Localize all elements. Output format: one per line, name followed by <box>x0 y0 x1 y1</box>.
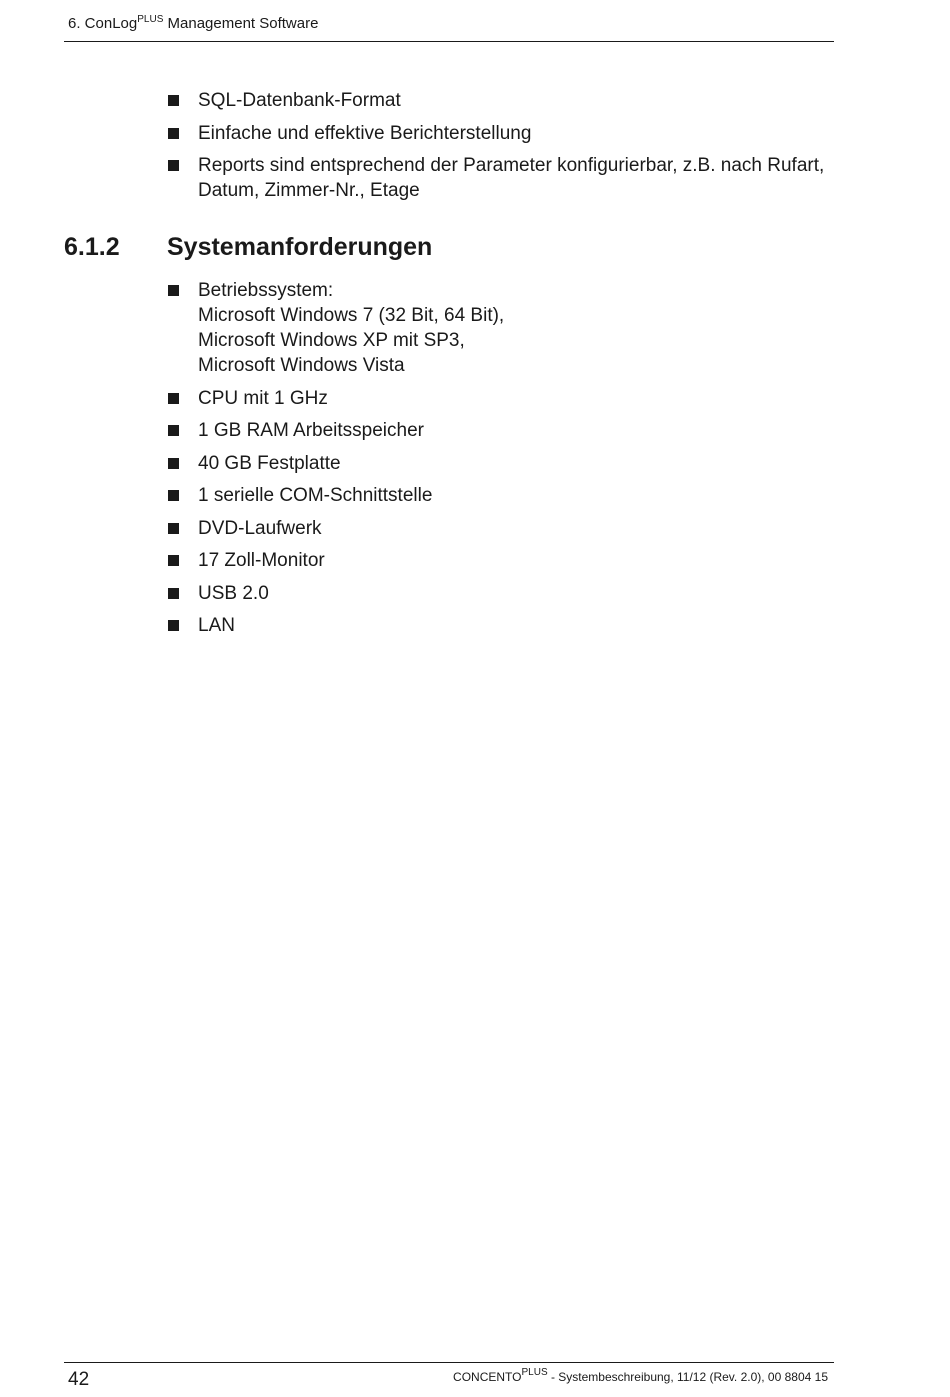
list-item-text: 40 GB Festplatte <box>198 452 341 474</box>
page-number: 42 <box>68 1369 90 1390</box>
square-bullet-icon <box>168 490 179 501</box>
list-item <box>168 516 848 541</box>
requirements-list <box>168 278 848 646</box>
square-bullet-icon <box>168 620 179 631</box>
list-item <box>168 278 848 378</box>
section-number: 6.1.2 <box>64 233 120 261</box>
list-item <box>168 613 848 638</box>
list-item-text: DVD-Laufwerk <box>198 517 322 539</box>
list-item-text: Microsoft Windows 7 (32 Bit, 64 Bit), <box>198 305 505 326</box>
list-item <box>168 153 848 203</box>
list-item <box>168 386 848 411</box>
running-footer <box>453 1368 828 1388</box>
list-item-text: CPU mit 1 GHz <box>198 387 328 409</box>
list-item-text: USB 2.0 <box>198 582 269 604</box>
square-bullet-icon <box>168 458 179 469</box>
square-bullet-icon <box>168 393 179 404</box>
list-item <box>168 451 848 476</box>
list-item-text: Reports sind entsprechend der Parameter konfigurierbar, z.B. nach Rufart, <box>198 155 825 176</box>
list-item <box>168 418 848 443</box>
list-item-text: Microsoft Windows Vista <box>198 355 405 376</box>
list-item-text: LAN <box>198 615 235 636</box>
list-item <box>168 548 848 573</box>
footer-rule <box>64 1362 834 1363</box>
square-bullet-icon <box>168 523 179 534</box>
square-bullet-icon <box>168 285 179 296</box>
header-superscript: PLUS <box>137 14 164 25</box>
square-bullet-icon <box>168 128 179 139</box>
list-item-text: Datum, Zimmer-Nr., Etage <box>198 180 420 201</box>
square-bullet-icon <box>168 95 179 106</box>
footer-doc-superscript: PLUS <box>521 1367 548 1378</box>
header-prefix: 6. ConLog <box>68 15 138 32</box>
section-heading <box>64 232 432 262</box>
list-item-text: Microsoft Windows XP mit SP3, <box>198 330 465 351</box>
list-item-text: 1 serielle COM-Schnittstelle <box>198 485 433 506</box>
list-item-text: SQL-Datenbank-Format <box>198 90 401 111</box>
square-bullet-icon <box>168 425 179 436</box>
list-item <box>168 121 848 146</box>
section-title: Systemanforderungen <box>167 233 433 261</box>
list-item-text: 17 Zoll-Monitor <box>198 550 325 571</box>
square-bullet-icon <box>168 588 179 599</box>
square-bullet-icon <box>168 160 179 171</box>
list-item <box>168 581 848 606</box>
list-item-text: 1 GB RAM Arbeitsspeicher <box>198 420 424 441</box>
header-suffix: Management Software <box>163 15 319 32</box>
square-bullet-icon <box>168 555 179 566</box>
list-item <box>168 483 848 508</box>
footer-doc-prefix: CONCENTO <box>453 1370 522 1384</box>
list-item-text: Einfache und effektive Berichterstellung <box>198 122 532 144</box>
running-header <box>68 13 318 37</box>
feature-list <box>168 88 848 211</box>
footer-doc-suffix: - Systembeschreibung, 11/12 (Rev. 2.0), 00 8804 15 <box>547 1370 828 1384</box>
list-item <box>168 88 848 113</box>
header-rule <box>64 41 834 42</box>
list-item-text: Betriebssystem: <box>198 280 334 301</box>
